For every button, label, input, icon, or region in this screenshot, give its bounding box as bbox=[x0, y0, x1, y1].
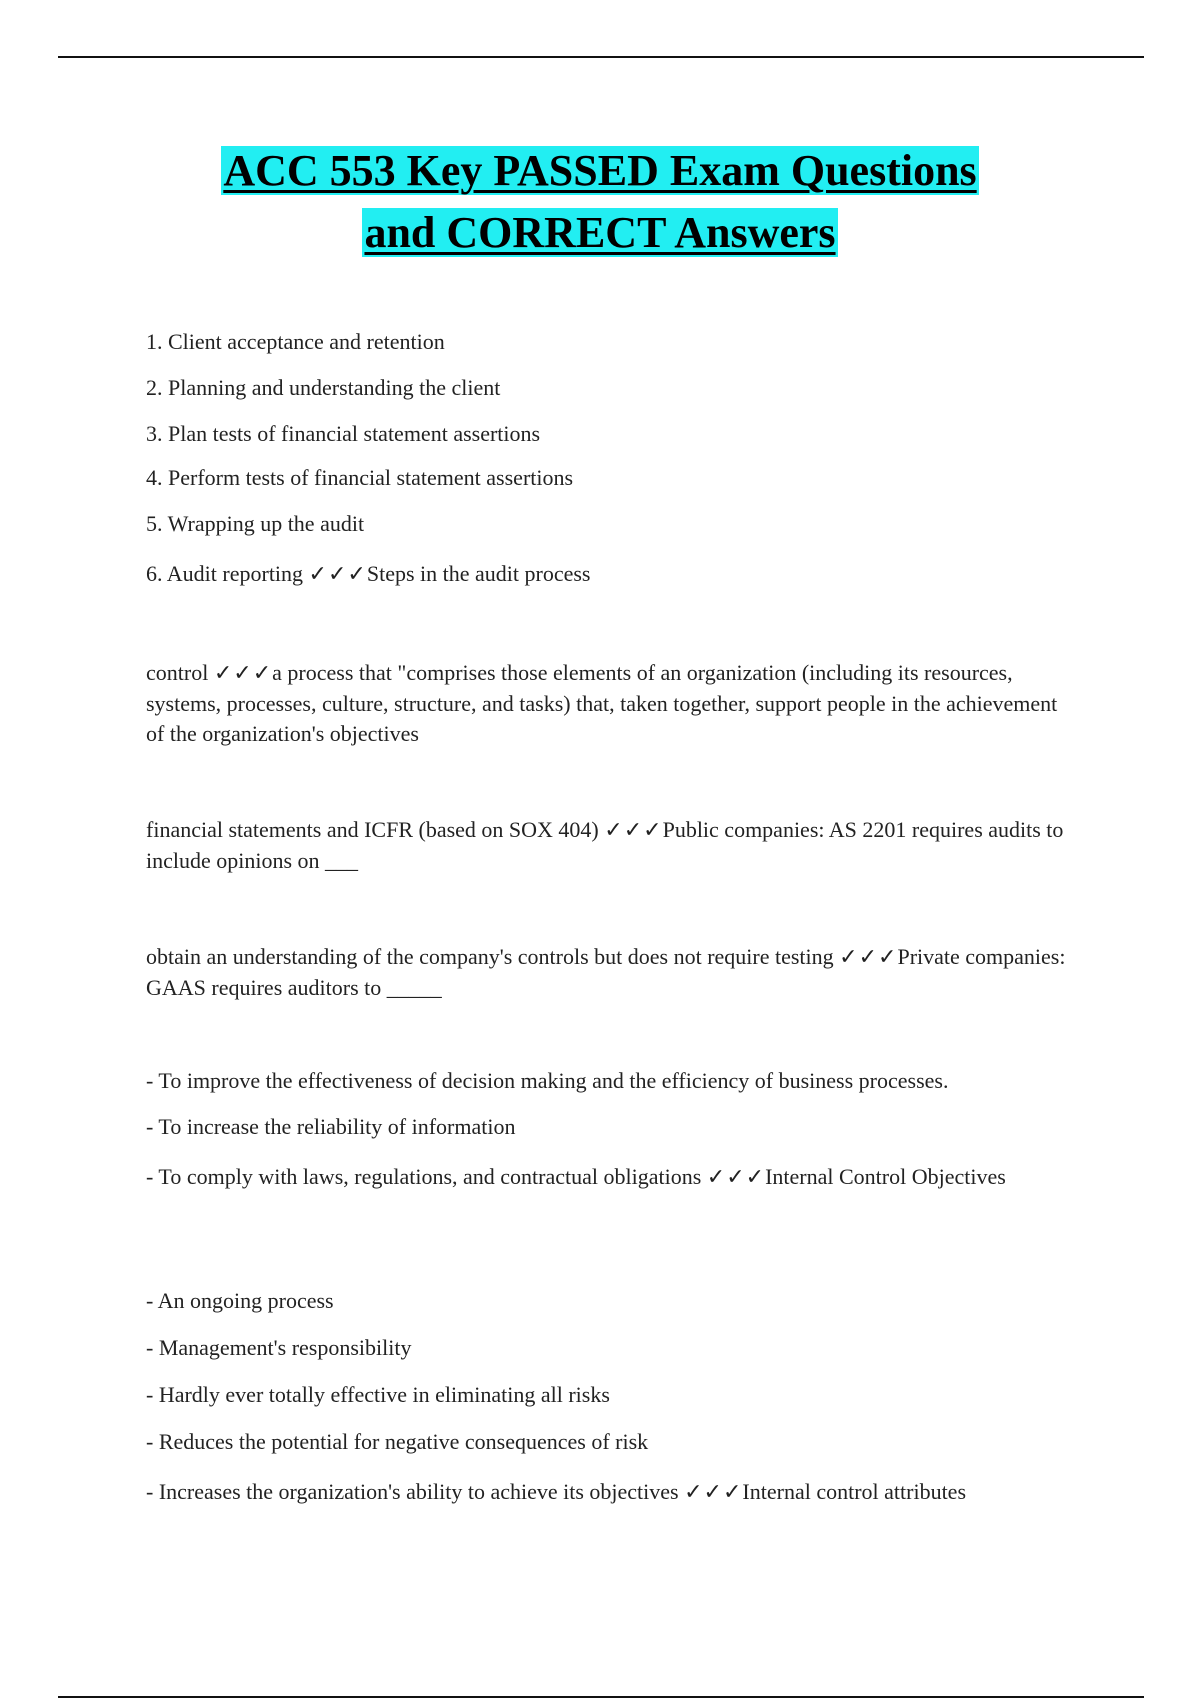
answer-text: - Increases the organization's ability to achieve its objectives bbox=[146, 1479, 685, 1504]
qa-block-private bbox=[146, 942, 1076, 1003]
attribute-item: - Hardly ever totally effective in eliminating all risks bbox=[146, 1382, 610, 1407]
objectives-list bbox=[146, 1066, 1076, 1193]
check-icon: ✓✓✓ bbox=[706, 1165, 766, 1190]
question-text: Public companies: AS 2201 requires audits to include opinions on ___ bbox=[146, 817, 1064, 873]
attribute-item: - Reduces the potential for negative consequences of risk bbox=[146, 1429, 649, 1454]
answer-text: control bbox=[146, 660, 214, 685]
header-rule bbox=[58, 56, 1144, 58]
step-item: 3. Plan tests of financial statement assertions bbox=[146, 421, 541, 446]
check-icon: ✓✓✓ bbox=[308, 562, 367, 587]
attribute-item-last bbox=[146, 1477, 1076, 1508]
step-item-last bbox=[146, 559, 1076, 590]
steps-list bbox=[146, 327, 1076, 590]
check-icon: ✓✓✓ bbox=[604, 818, 663, 843]
answer-text: financial statements and ICFR (based on SOX 404) bbox=[146, 817, 605, 842]
answer-text: - To comply with laws, regulations, and contractual obligations bbox=[146, 1164, 707, 1189]
attribute-item: - An ongoing process bbox=[146, 1288, 334, 1313]
title-line-1: ACC 553 Key PASSED Exam Questions bbox=[223, 146, 977, 195]
qa-item bbox=[146, 942, 1076, 1003]
objective-item-last bbox=[146, 1162, 1076, 1193]
question-text: Internal Control Objectives bbox=[765, 1164, 1006, 1189]
check-icon: ✓✓✓ bbox=[684, 1480, 743, 1505]
step-item: 5. Wrapping up the audit bbox=[146, 511, 365, 536]
step-item: 4. Perform tests of financial statement assertions bbox=[146, 465, 574, 490]
step-item: 2. Planning and understanding the client bbox=[146, 375, 501, 400]
step-item: 1. Client acceptance and retention bbox=[146, 329, 445, 354]
qa-item bbox=[146, 658, 1076, 749]
attributes-list bbox=[146, 1286, 1076, 1508]
footer-rule bbox=[58, 1696, 1144, 1698]
check-icon: ✓✓✓ bbox=[839, 945, 898, 970]
page-title bbox=[60, 140, 1140, 264]
objective-item: - To improve the effectiveness of decision making and the efficiency of business processes. bbox=[146, 1068, 949, 1093]
title-line-2: and CORRECT Answers bbox=[364, 208, 836, 257]
attribute-item: - Management's responsibility bbox=[146, 1335, 412, 1360]
question-text: Steps in the audit process bbox=[366, 561, 591, 586]
question-text: Internal control attributes bbox=[742, 1479, 967, 1504]
objective-item: - To increase the reliability of information bbox=[146, 1114, 516, 1139]
check-icon: ✓✓✓ bbox=[213, 661, 273, 686]
qa-item bbox=[146, 815, 1076, 876]
answer-text: obtain an understanding of the company's controls but does not require testing bbox=[146, 944, 840, 969]
question-text: Private companies: GAAS requires auditors to _____ bbox=[146, 944, 1066, 1000]
question-text: a process that "comprises those elements of an organization (including its resources, systems, processes, culture, structure, and tasks) that, taken together, support people in the achievement of the organization's objectives bbox=[146, 660, 1058, 746]
answer-text: 6. Audit reporting bbox=[146, 561, 309, 586]
qa-block-public bbox=[146, 815, 1076, 876]
qa-block-control bbox=[146, 658, 1076, 749]
